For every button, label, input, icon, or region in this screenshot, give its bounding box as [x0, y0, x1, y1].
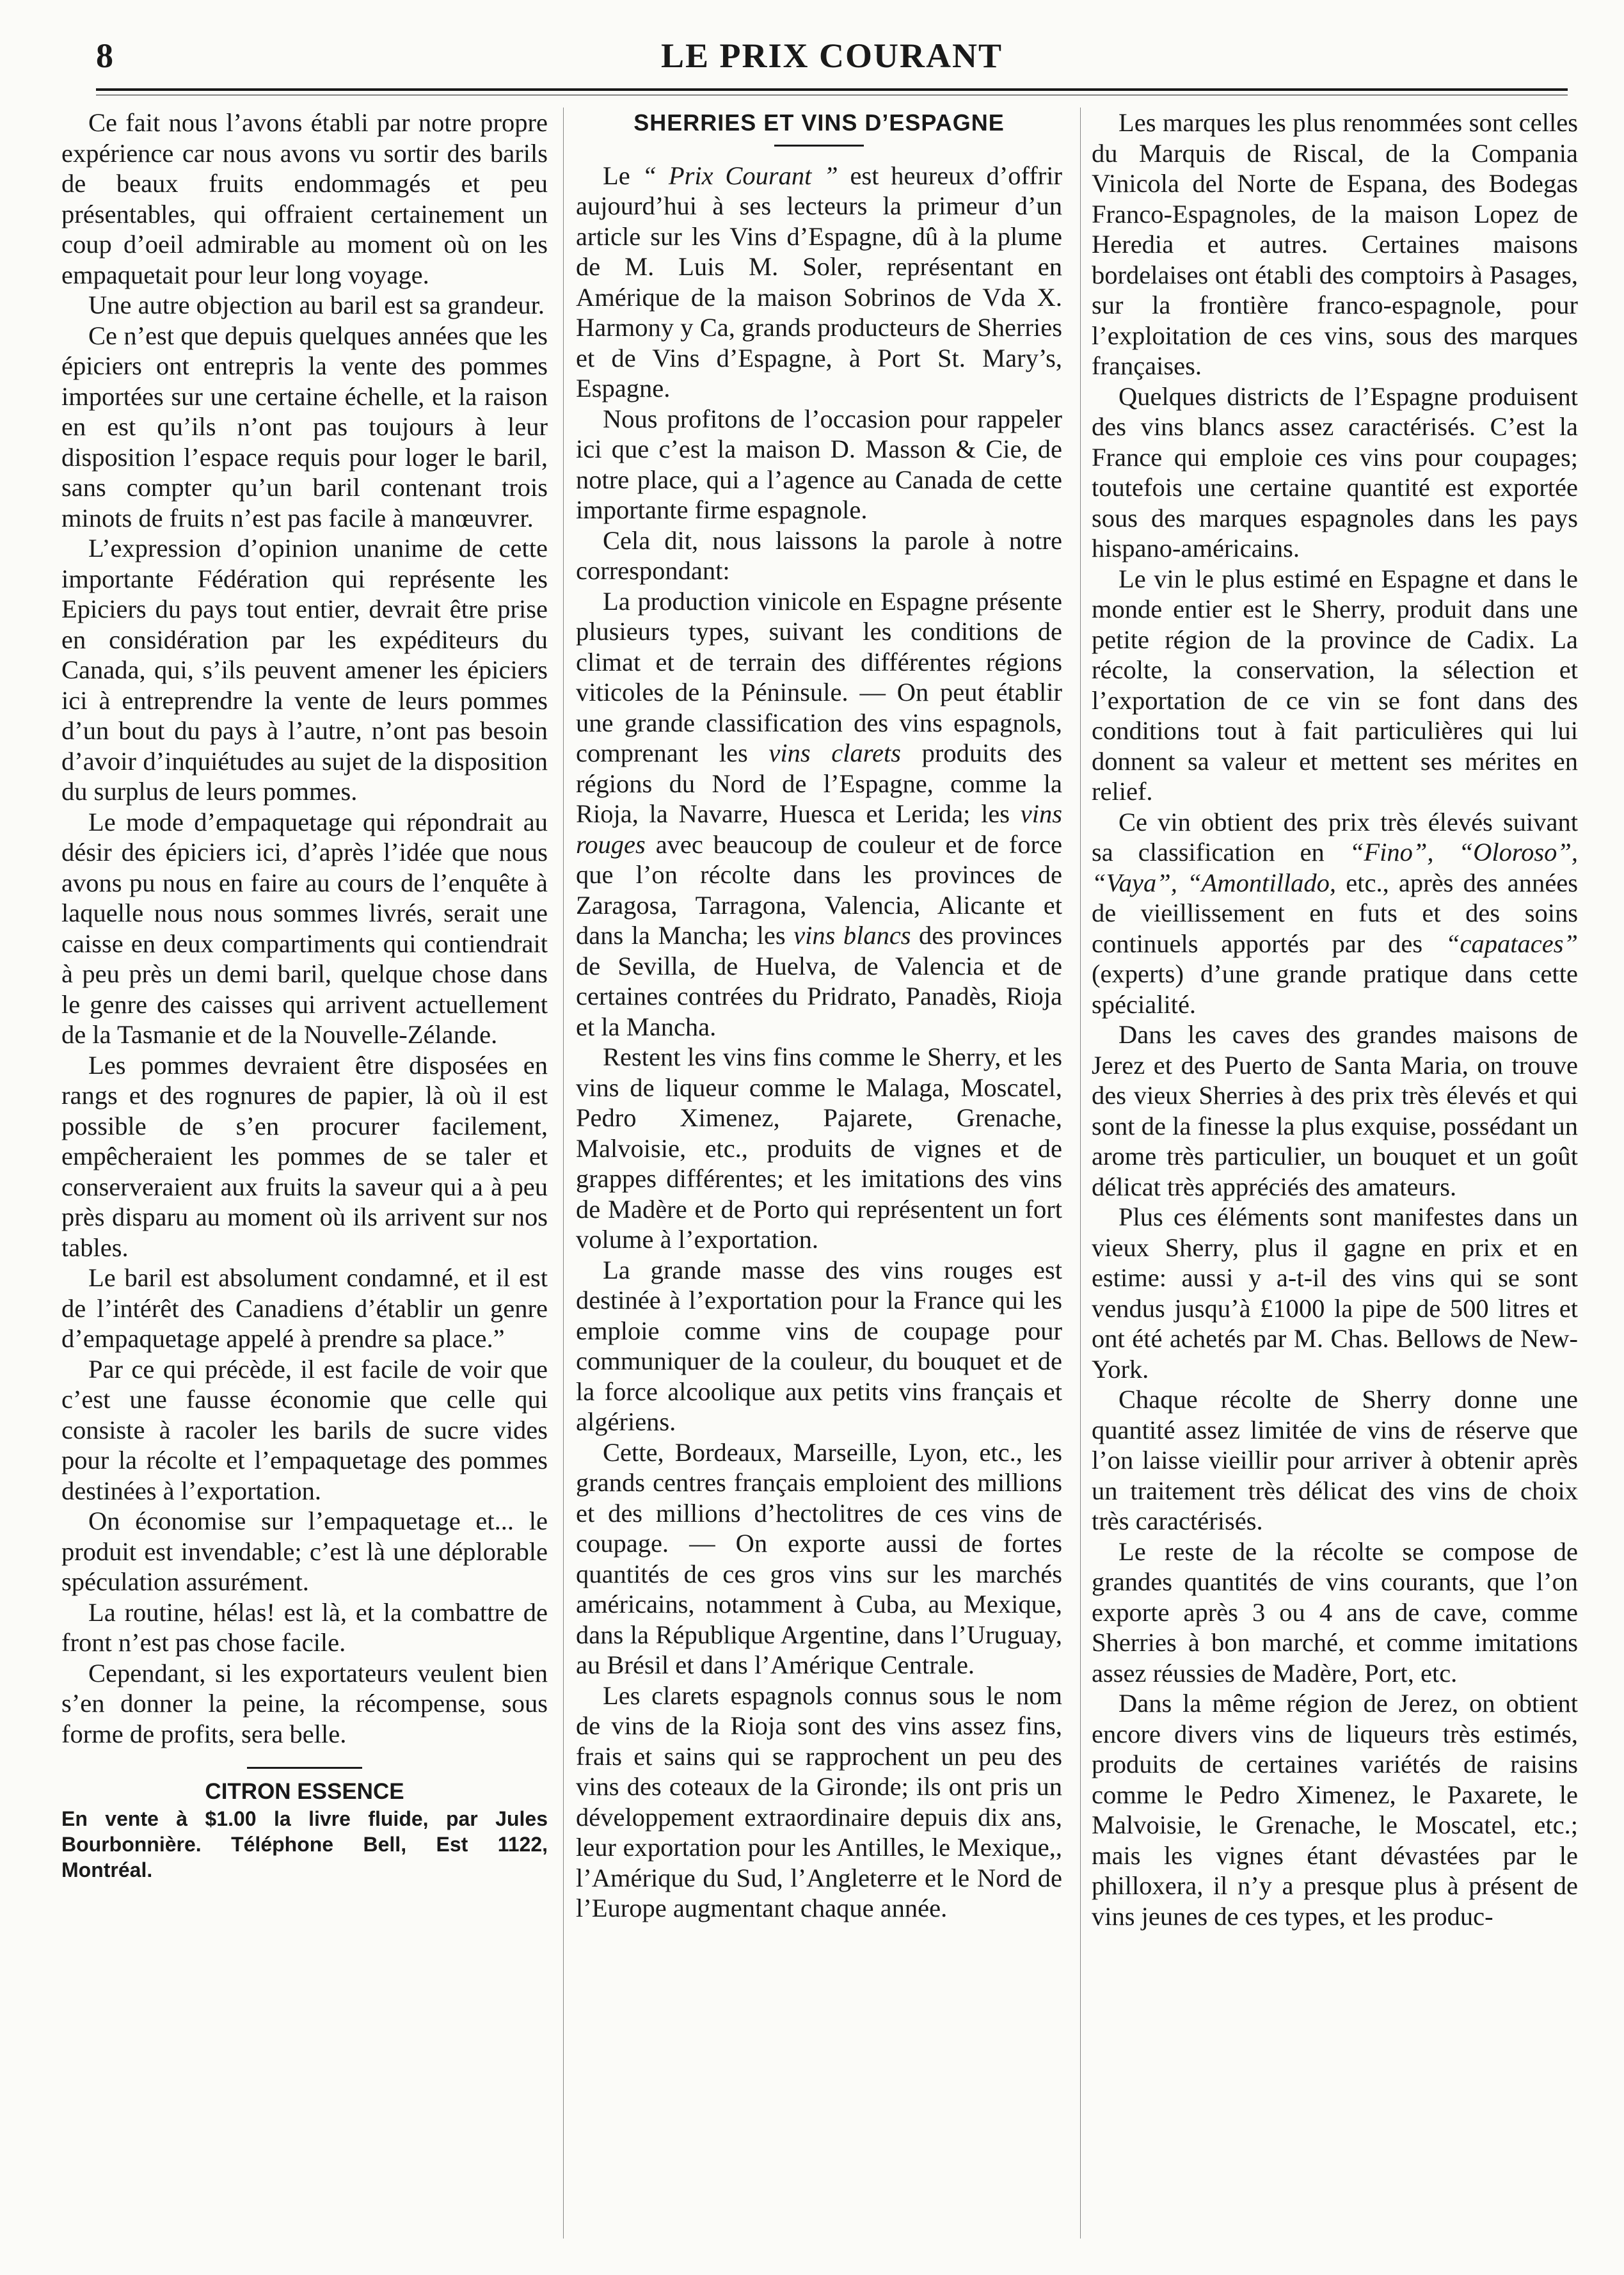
- paragraph: [576, 586, 1062, 1042]
- text-run: (experts) d’une grande pratique dans cette spécialité.: [1092, 959, 1578, 1019]
- title-rule: [774, 145, 864, 147]
- paragraph: Dans les caves des grandes maisons de Jerez et des Puerto de Santa Maria, on trouve des vieux Sherries à des prix très élevés et qui sont de la finesse la plus exquise, possédant un arome très particulier, un bouquet et un goût délicat très appréciés des amateurs.: [1092, 1020, 1578, 1201]
- intro-text: est heureux d’offrir aujourd’hui à ses lecteurs la primeur d’un article sur les Vins d’Espagne, dû à la plume de M. Luis M. Soler, représentant en Amérique de la maison Sobrinos de Vda X. Harmony y Ca, grands producteurs de Sherries et de Vins d’Espagne, à Port St. Mary’s, Espagne.: [576, 161, 1062, 403]
- paragraph: Les marques les plus renommées sont celles du Marquis de Riscal, de la Compania Vinicola del Norte de Espana, des Bodegas Franco-Espagnoles, de la maison Lopez de Heredia et autres. Certaines maisons bordelaises ont établi des comptoirs à Pasages, sur la frontière franco-espagnole, pour l’exploitation de ces vins, sous des marques françaises.: [1092, 108, 1578, 380]
- italic-term: “capataces”: [1445, 929, 1578, 958]
- paragraph: Le reste de la récolte se compose de grandes quantités de vins courants, que l’on exporte après 3 ou 4 ans de cave, comme Sherries à bon marché, et comme imitations assez réussies de Madère, Port, etc.: [1092, 1537, 1578, 1688]
- paragraph: L’expression d’opinion unanime de cette importante Fédération qui représente les Epiciers du pays tout entier, devrait être prise en considération par les expéditeurs du Canada, qui, s’ils peuvent amener les épiciers ici à entreprendre la vente de leurs pommes d’un bout du pays à l’autre, n’ont pas besoin d’avoir d’inquiétudes au sujet de la disposition du surplus de leurs pommes.: [61, 534, 548, 806]
- paragraph: Dans la même région de Jerez, on obtient encore divers vins de liqueurs très estimés, produits de certaines variétés de raisins comme le Pedro Ximenez, le Paxarete, le Malvoisie, le Grenache, le Moscatel, etc.; mais les vignes étant dévastées par le philloxera, il n’y a presque plus à présent de vins jeunes de ces types, et les produc-: [1092, 1689, 1578, 1931]
- section-rule: [247, 1767, 362, 1769]
- column-3: [1092, 108, 1578, 2258]
- italic-term: “Fino”, “Oloroso”, “Vaya”, “Amontillado,: [1092, 838, 1578, 897]
- ad-title: CITRON ESSENCE: [205, 1779, 404, 1804]
- text-run: Ce vin obtient des prix très élevés suivant sa classification en: [1092, 807, 1578, 866]
- paragraph: Quelques districts de l’Espagne produisent des vins blancs assez caractérisés. C’est la France qui emploie ces vins pour coupages; toutefois une certaine quantité est exportée sous des marques espagnoles dans les pays hispano-américains.: [1092, 381, 1578, 563]
- paragraph: Par ce qui précède, il est facile de voir que c’est une fausse économie que celle qui consiste à racoler les barils de sucre vides pour la récolte et l’empaquetage des pommes destinées à l’exportation.: [61, 1354, 548, 1505]
- paragraph: Ce fait nous l’avons établi par notre propre expérience car nous avons vu sortir des barils de beaux fruits endommagés et peu présentables, qui offraient certainement un coup d’oeil admirable au moment où on les empaquetait pour leur long voyage.: [61, 108, 548, 289]
- paragraph: [576, 161, 1062, 404]
- intro-journal-name: “ Prix Courant ”: [642, 161, 838, 190]
- paragraph: On économise sur l’empaquetage et... le produit est invendable; c’est là une déplorable spéculation assurément.: [61, 1506, 548, 1596]
- paragraph: La routine, hélas! est là, et la combattre de front n’est pas chose facile.: [61, 1597, 548, 1657]
- paragraph: Nous profitons de l’occasion pour rappeler ici que c’est la maison D. Masson & Cie, de notre place, qui a l’agence au Canada de cette importante firme espagnole.: [576, 404, 1062, 524]
- page-header: [96, 32, 1568, 83]
- italic-term: vins rouges: [576, 799, 1062, 859]
- paragraph: La grande masse des vins rouges est destinée à l’exportation pour la France qui les emploie comme vins de coupage pour communiquer de la couleur, du bouquet et de la force alcoolique aux petits vins français et algériens.: [576, 1255, 1062, 1436]
- article-title: SHERRIES ET VINS D’ESPAGNE: [633, 109, 1005, 136]
- paragraph: Le baril est absolument condamné, et il est de l’intérêt des Canadiens d’établir un genre d’empaquetage appelé à prendre sa place.”: [61, 1263, 548, 1353]
- paragraph: Les pommes devraient être disposées en rangs et des rognures de papier, là où il est possible de s’en procurer facilement, empêcheraient les pommes de se taler et conserveraient aux fruits la saveur qui a à peu près disparu au moment où ils arrivent sur nos tables.: [61, 1050, 548, 1262]
- paragraph: Cela dit, nous laissons la parole à notre correspondant:: [576, 525, 1062, 585]
- text-run: avec beaucoup de couleur et de force que l’on récolte dans les provinces de Zaragosa, Tarragona, Valencia, Alicante et dans la Mancha; les: [576, 829, 1062, 950]
- italic-term: vins clarets: [768, 738, 901, 767]
- paragraph: Cette, Bordeaux, Marseille, Lyon, etc., les grands centres français emploient des millions et des millions d’hectolitres de ces vins de coupage. — On exporte aussi de fortes quantités de ces gros vins sur les marchés américains, notamment à Cuba, au Mexique, dans la République Argentine, dans l’Uruguay, au Brésil et dans l’Amérique Centrale.: [576, 1437, 1062, 1679]
- ad-body: En vente à $1.00 la livre fluide, par Jules Bourbonnière. Téléphone Bell, Est 1122, Montréal.: [61, 1807, 548, 1881]
- paragraph: Les clarets espagnols connus sous le nom de vins de la Rioja sont des vins assez fins, frais et sains qui se rapprochent un peu des vins des coteaux de la Gironde; ils ont pris un développement extraordinaire depuis dix ans, leur exportation pour les Antilles, le Mexique,, l’Amérique du Sud, l’Angleterre et le Nord de l’Europe augmentant chaque année.: [576, 1680, 1062, 1922]
- paragraph: Restent les vins fins comme le Sherry, et les vins de liqueur comme le Malaga, Moscatel, Pedro Ximenez, Pajarete, Grenache, Malvoisie, etc., produits de vignes et de grappes différentes; et les imitations des vins de Madère et de Porto qui représentent un fort volume à l’exportation.: [576, 1042, 1062, 1254]
- journal-title: LE PRIX COURANT: [660, 36, 1003, 75]
- text-run: produits des régions du Nord de l’Espagne, comme la Rioja, la Navarre, Huesca et Lerida; les: [576, 738, 1062, 828]
- text-run: La production vinicole en Espagne présente plusieurs types, suivant les conditions de climat et de terrain des différentes régions viticoles de la Péninsule. — On peut établir une grande classification des vins espagnols, comprenant les: [576, 586, 1062, 767]
- paragraph: Une autre objection au baril est sa grandeur.: [88, 291, 545, 319]
- text-run: etc., après des années de vieillissement en futs et des soins continuels apportés par des: [1092, 868, 1578, 958]
- column-1: [61, 108, 548, 2258]
- intro-prefix: Le: [603, 161, 642, 190]
- header-rule: [96, 88, 1568, 91]
- italic-term: vins blancs: [793, 921, 911, 950]
- column-divider: [563, 108, 564, 2239]
- column-2: [576, 108, 1062, 2258]
- paragraph: Le vin le plus estimé en Espagne et dans le monde entier est le Sherry, produit dans une petite région de la province de Cadix. La récolte, la conservation, la sélection et l’exportation de ce vin se font dans des conditions tout à fait particulières qui lui donnent sa valeur et mettent ses mérites en relief.: [1092, 564, 1578, 806]
- paragraph: Plus ces éléments sont manifestes dans un vieux Sherry, plus il gagne en prix et en estime: aussi y a-t-il des vins qui se sont vendus jusqu’à £1000 la pipe de 500 litres et ont été achetés par M. Chas. Bellows de New-York.: [1092, 1202, 1578, 1384]
- text-run: des provinces de Sevilla, de Huelva, de Valencia et de certaines contrées du Pridrato, Panadès, Rioja et la Mancha.: [576, 921, 1062, 1041]
- paragraph: Cependant, si les exportateurs veulent bien s’en donner la peine, la récompense, sous forme de profits, sera belle.: [61, 1658, 548, 1748]
- page-number: 8: [96, 36, 113, 75]
- paragraph: [1092, 807, 1578, 1020]
- paragraph: Ce n’est que depuis quelques années que les épiciers ont entrepris la vente des pommes importées sur une certaine échelle, et la raison en est qu’ils n’ont pas toujours à leur disposition l’espace requis pour loger le baril, sans compter qu’un baril contenant trois minots de fruits n’est pas facile à manœuvrer.: [61, 321, 548, 532]
- paragraph: Le mode d’empaquetage qui répondrait au désir des épiciers ici, d’après l’idée que nous avons pu nous en faire au cours de l’enquête à laquelle nous nous sommes livrés, serait une caisse en deux compartiments qui contiendrait à peu près un demi baril, quelque chose dans le genre des caisses qui arrivent actuellement de la Tasmanie et de la Nouvelle-Zélande.: [61, 807, 548, 1049]
- paragraph: Chaque récolte de Sherry donne une quantité assez limitée de vins de réserve que l’on laisse vieillir pour arriver à obtenir après un traitement très délicat des vins de choix très caractérisés.: [1092, 1385, 1578, 1535]
- column-divider: [1080, 108, 1081, 2239]
